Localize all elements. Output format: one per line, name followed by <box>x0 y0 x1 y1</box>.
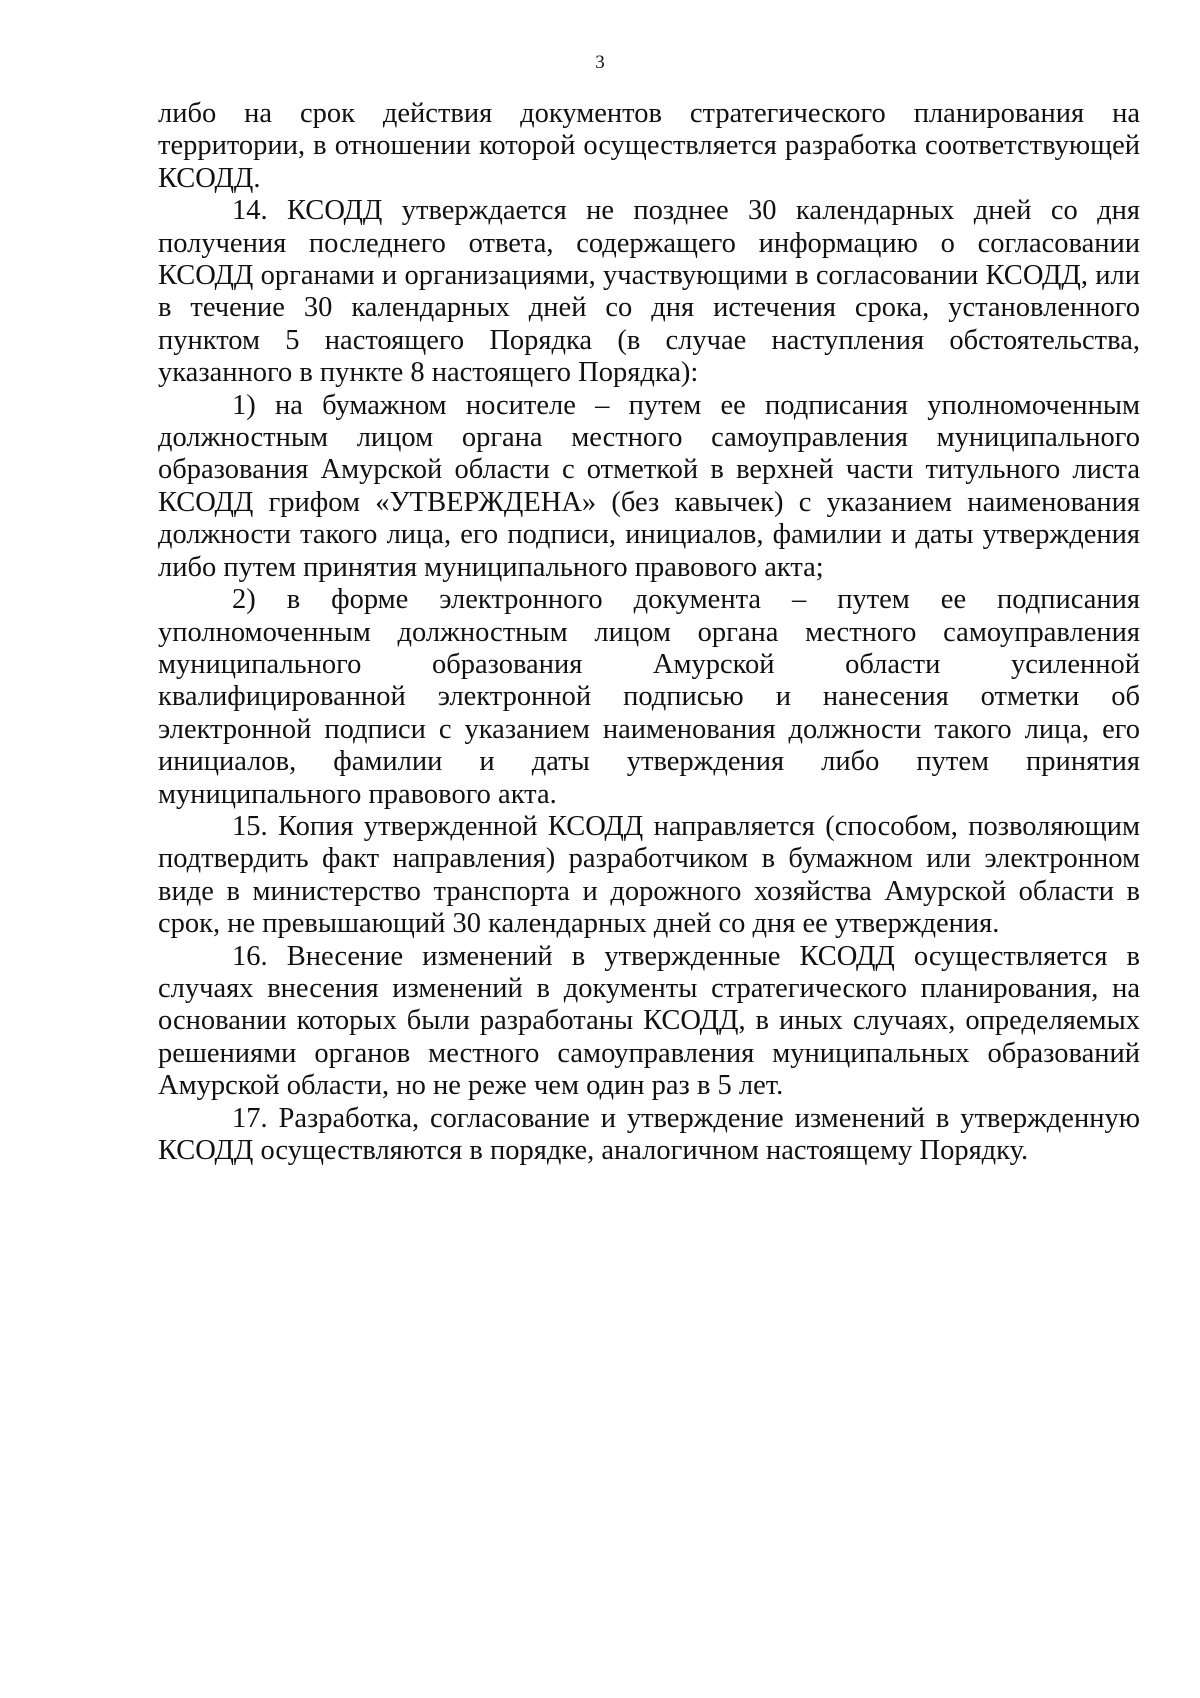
paragraph-item-14: 14. КСОДД утверждается не позднее 30 календарных дней со дня получения последнего ответа, содержащего информацию о согласовании КСОДД органами и организациями, участвующими в согласовании КСОДД, или в течение 30 календарных дней со дня истечения срока, установленного пунктом 5 настоящего Порядка (в случае наступления обстоятельства, указанного в пункте 8 настоящего Порядка): <box>158 195 1140 389</box>
paragraph-continuation: либо на срок действия документов стратегического планирования на территории, в отношении которой осуществляется разработка соответствующей КСОДД. <box>158 98 1140 194</box>
paragraph-item-17: 17. Разработка, согласование и утверждение изменений в утвержденную КСОДД осуществляются в порядке, аналогичном настоящему Порядку. <box>158 1102 1140 1166</box>
document-body <box>158 98 1140 1167</box>
paragraph-item-16: 16. Внесение изменений в утвержденные КСОДД осуществляется в случаях внесения изменений в документы стратегического планирования, на основании которых были разработаны КСОДД, в иных случаях, определяемых решениями органов местного самоуправления муниципальных образований Амурской области, но не реже чем один раз в 5 лет. <box>158 940 1140 1102</box>
paragraph-item-15: 15. Копия утвержденной КСОДД направляется (способом, позволяющим подтвердить факт направления) разработчиком в бумажном или электронном виде в министерство транспорта и дорожного хозяйства Амурской области в срок, не превышающий 30 календарных дней со дня ее утверждения. <box>158 810 1140 940</box>
page-number: 3 <box>595 52 605 73</box>
paragraph-subitem-1: 1) на бумажном носителе – путем ее подписания уполномоченным должностным лицом органа местного самоуправления муниципального образования Амурской области с отметкой в верхней части титульного листа КСОДД грифом «УТВЕРЖДЕНА» (без кавычек) с указанием наименования должности такого лица, его подписи, инициалов, фамилии и даты утверждения либо путем принятия муниципального правового акта; <box>158 389 1140 583</box>
paragraph-subitem-2: 2) в форме электронного документа – путем ее подписания уполномоченным должностным лицом органа местного самоуправления муниципального образования Амурской области усиленной квалифицированной электронной подписью и нанесения отметки об электронной подписи с указанием наименования должности такого лица, его инициалов, фамилии и даты утверждения либо путем принятия муниципального правового акта. <box>158 584 1140 810</box>
